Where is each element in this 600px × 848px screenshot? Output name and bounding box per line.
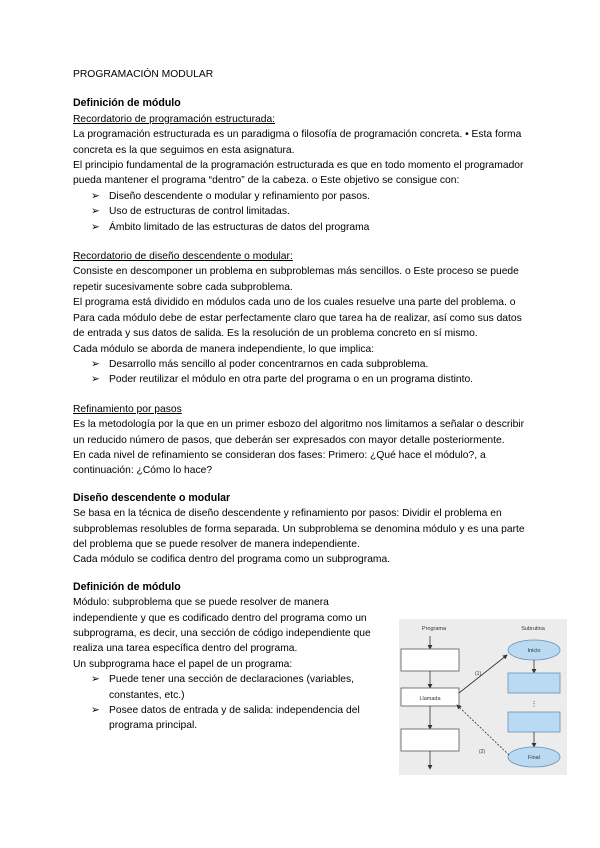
bullet-list (73, 357, 533, 388)
arrow-bullet-icon: ➢ (91, 705, 100, 717)
list-item (91, 357, 533, 372)
paragraph: En cada nivel de refinamiento se consideran dos fases: Primero: ¿Qué hace el módulo?, a continuación: ¿Cómo lo hace? (73, 449, 486, 477)
arrow-bullet-icon: ➢ (91, 374, 100, 386)
diagram-svg (399, 619, 567, 775)
paragraph: Cada módulo se aborda de manera independiente, lo que implica: (73, 343, 375, 355)
subheading-structured-programming: Recordatorio de programación estructurada: (73, 113, 276, 125)
paragraph: Módulo: subproblema que se puede resolver de manera independiente y que es codificado dentro del programa como un subprograma, es decir, una sección de código independiente que realiza una tarea específica dentro del programa. (73, 597, 371, 655)
paragraph: Se basa en la técnica de diseño descendente y refinamiento por pasos: Dividir el problema en subproblemas resolubles de forma separada. Un subproblema se denomina módulo y es una parte del problema que se puede resolver de manera independiente. (73, 508, 525, 550)
arrow-bullet-icon: ➢ (91, 190, 100, 202)
call-arrow-label: (1) (475, 671, 482, 677)
ellipsis-dots: ⋮ (530, 701, 538, 708)
list-item-text: Ámbito limitado de las estructuras de datos del programa (109, 221, 370, 233)
subroutine-step-box (508, 673, 560, 693)
list-item (91, 372, 533, 387)
call-arrow (459, 655, 507, 693)
bullet-list (73, 189, 533, 235)
paragraph: Un subprograma hace el papel de un programa: (73, 658, 293, 670)
subroutine-step-box (508, 712, 560, 732)
document-title: PROGRAMACIÓN MODULAR (73, 69, 214, 80)
list-item-text: Desarrollo más sencillo al poder concentrarnos en cada subproblema. (109, 358, 429, 370)
column-title-subroutine: Subrutina (521, 626, 545, 632)
section-heading-module-definition-2: Definición de módulo (73, 580, 181, 593)
program-step-box (401, 649, 459, 671)
subheading-top-down-design: Recordatorio de diseño descendente o modular: (73, 251, 293, 263)
list-item-text: Poder reutilizar el módulo en otra parte del programa o en un programa distinto. (109, 374, 474, 386)
return-arrow (457, 705, 509, 755)
paragraph: Consiste en descomponer un problema en subproblemas más sencillos. o Este proceso se puede repetir sucesivamente sobre cada subproblema. (73, 266, 519, 293)
paragraph: El programa está dividido en módulos cada uno de los cuales resuelve una parte del problema. o Para cada módulo debe de estar perfectamente claro que tarea ha de realizar, así como sus datos de entrada y sus datos de salida. Es la resolución de un problema concreto en sí mismo. (73, 297, 522, 340)
list-item (91, 189, 533, 204)
arrow-bullet-icon: ➢ (91, 206, 100, 218)
subroutine-call-diagram (399, 619, 567, 775)
arrow-bullet-icon: ➢ (91, 221, 100, 233)
paragraph: Cada módulo se codifica dentro del programa como un subprograma. (73, 554, 391, 566)
section-heading-modular-design: Diseño descendente o modular (73, 491, 231, 504)
list-item-text: Diseño descendente o modular y refinamiento por pasos. (109, 190, 371, 202)
end-label: Final (528, 755, 540, 761)
start-label: Inicio (527, 648, 541, 654)
list-item (91, 204, 533, 219)
bullet-list (73, 672, 393, 734)
return-arrow-label: (2) (479, 749, 486, 755)
program-step-box (401, 729, 459, 751)
paragraph: Es la metodología por la que en un primer esbozo del algoritmo nos limitamos a señalar o describir un reducido número de pasos, que deberán ser expresados con mayor detalle posteriormente. (73, 419, 525, 446)
subheading-stepwise-refinement: Refinamiento por pasos (73, 403, 182, 415)
column-title-program: Programa (421, 626, 447, 632)
list-item-text: Posee datos de entrada y de salida: independencia del programa principal. (109, 705, 360, 732)
module-definition-text (73, 580, 393, 734)
section-heading-module-definition: Definición de módulo (73, 97, 181, 110)
list-item-text: Puede tener una sección de declaraciones (variables, constantes, etc.) (109, 674, 354, 701)
paragraph: La programación estructurada es un paradigma o filosofía de programación concreta. • Esta forma concreta es la que seguimos en esta asignatura. (73, 129, 522, 156)
list-item-text: Uso de estructuras de control limitadas. (109, 206, 290, 218)
list-item (91, 672, 393, 703)
arrow-bullet-icon: ➢ (91, 358, 100, 370)
arrow-bullet-icon: ➢ (91, 674, 100, 686)
paragraph: El principio fundamental de la programación estructurada es que en todo momento el programador pueda mantener el programa “dentro” de la cabeza. o Este objetivo se consigue con: (73, 160, 524, 187)
call-label: Llamada (419, 696, 441, 702)
list-item (91, 703, 393, 734)
list-item (91, 220, 533, 235)
